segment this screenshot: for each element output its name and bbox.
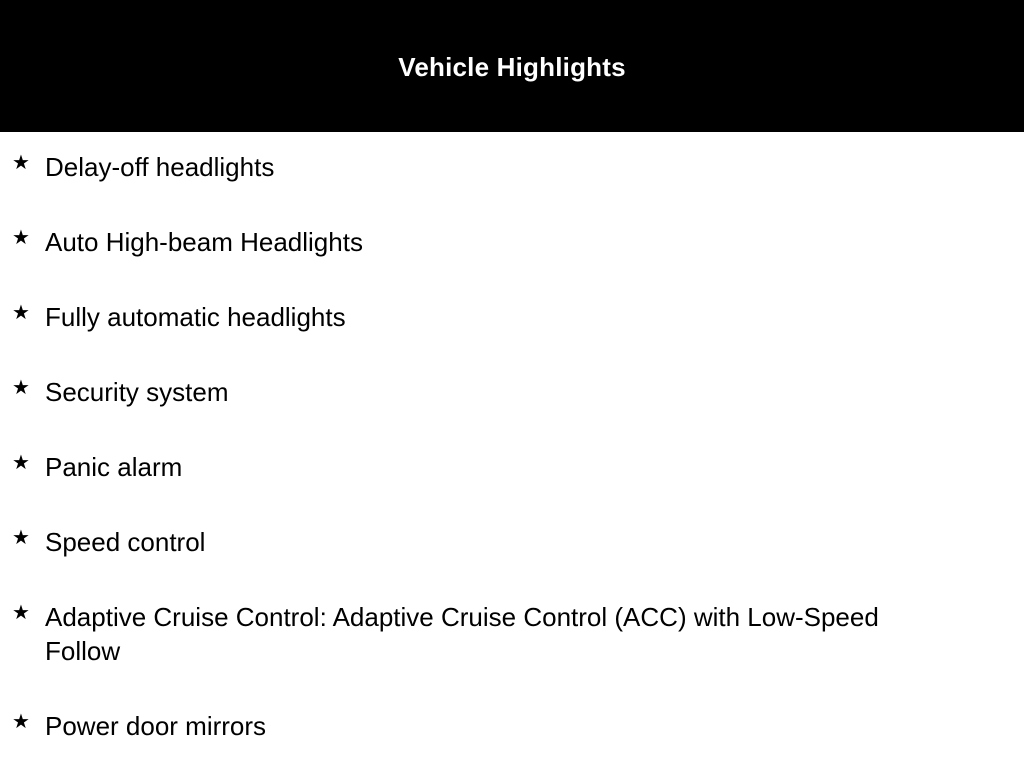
list-item: [0, 450, 1024, 484]
star-icon: ★: [12, 377, 30, 399]
list-item-label: Speed control: [45, 527, 206, 557]
list-item-label: Delay-off headlights: [45, 152, 275, 182]
list-item: [0, 525, 1024, 559]
star-icon: ★: [12, 227, 30, 249]
list-item: [0, 300, 1024, 334]
page-header: [0, 0, 1024, 132]
page-title: Vehicle Highlights: [398, 51, 626, 82]
list-item: [0, 709, 1024, 743]
highlights-list: [0, 150, 1024, 784]
list-item: [0, 225, 1024, 259]
list-item: [0, 150, 1024, 184]
star-icon: ★: [12, 711, 30, 733]
list-item-label: Panic alarm: [45, 452, 183, 482]
star-icon: ★: [12, 152, 30, 174]
star-icon: ★: [12, 602, 30, 624]
star-icon: ★: [12, 452, 30, 474]
list-item-label: Security system: [45, 377, 229, 407]
list-item-label: Fully automatic headlights: [45, 302, 346, 332]
list-item-label: Auto High-beam Headlights: [45, 227, 363, 257]
list-item: [0, 375, 1024, 409]
star-icon: ★: [12, 527, 30, 549]
star-icon: ★: [12, 302, 30, 324]
list-item-label: Power door mirrors: [45, 711, 267, 741]
list-item: [0, 600, 1024, 668]
list-item-label: Adaptive Cruise Control: Adaptive Cruise Control (ACC) with Low-Speed Follow: [45, 602, 879, 666]
